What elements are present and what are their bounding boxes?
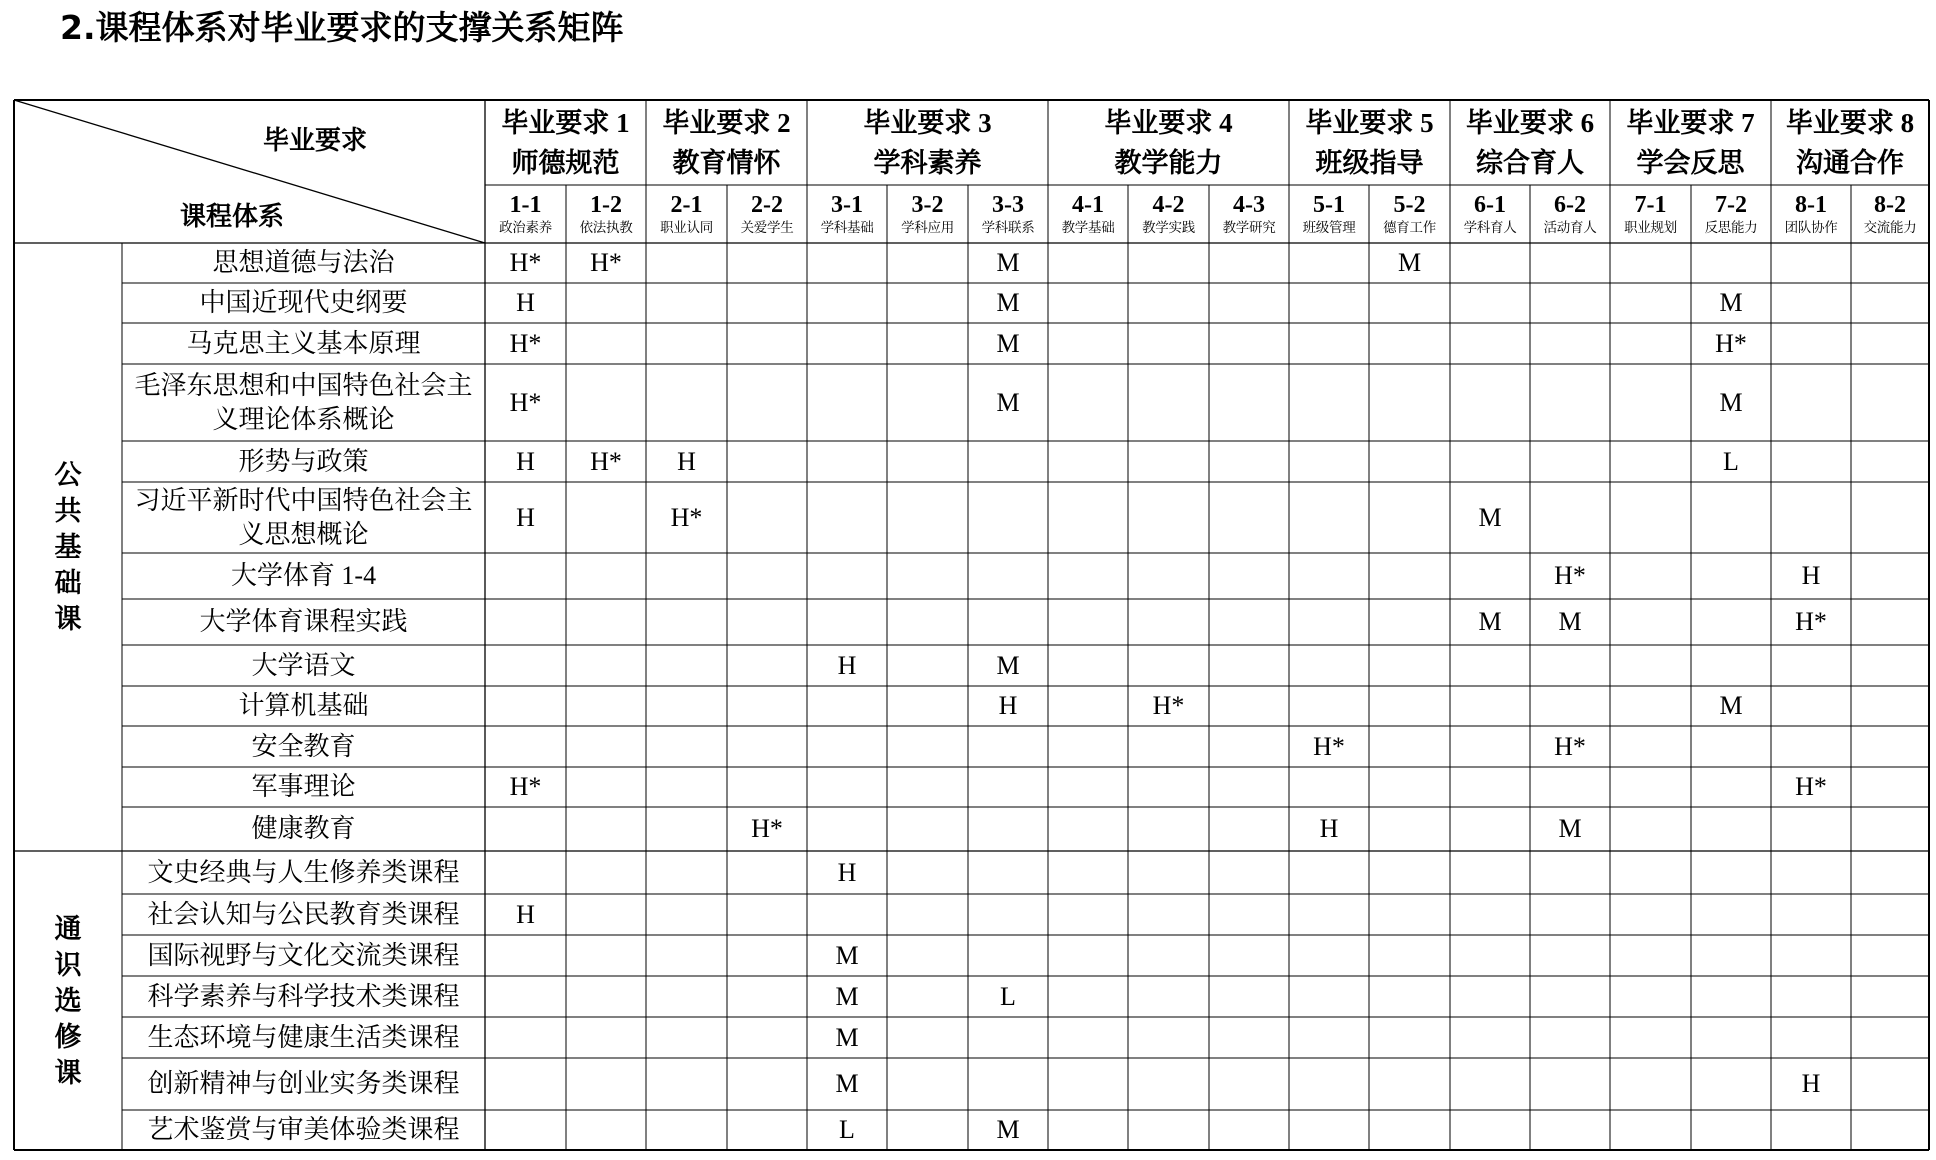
support-level-cell: H: [516, 502, 535, 532]
support-level-cell: H*: [670, 502, 703, 532]
category-label-char: 公: [54, 460, 82, 490]
support-level-cell: M: [1397, 248, 1422, 277]
support-level-cell: M: [835, 940, 859, 970]
requirement-group-label: 毕业要求 3: [863, 107, 992, 138]
course-name: [122, 894, 485, 935]
course-name-line: 文史经典与人生修养类课程: [147, 857, 460, 887]
indicator-code: 3-1: [831, 192, 863, 219]
support-level-cell: M: [1719, 691, 1743, 720]
indicator-name: 学科育人: [1463, 220, 1517, 236]
category-label-char: 课: [54, 604, 82, 634]
requirement-group-label: 毕业要求 4: [1104, 107, 1233, 138]
course-name: [122, 935, 485, 976]
support-level-cell: H: [1801, 1069, 1821, 1098]
requirement-group-label: 毕业要求 1: [501, 107, 630, 138]
indicator-name: 学科联系: [981, 220, 1035, 236]
indicator-header: [1771, 185, 1851, 243]
indicator-name: 职业认同: [660, 220, 713, 236]
course-name: [122, 323, 485, 364]
category-label-char: 基: [54, 532, 82, 562]
course-name: [122, 726, 485, 767]
support-level-cell: H*: [509, 387, 542, 417]
category-label-char: 通: [54, 913, 82, 944]
indicator-code: 6-2: [1554, 192, 1586, 219]
support-level-cell: M: [835, 1069, 859, 1098]
support-level-cell: M: [1478, 607, 1502, 636]
indicator-code: 8-2: [1874, 192, 1906, 219]
indicator-header: [485, 185, 566, 243]
indicator-code: 5-1: [1313, 192, 1345, 219]
course-name: [122, 645, 485, 686]
course-name: [122, 686, 485, 726]
requirement-group-label: 毕业要求 8: [1785, 107, 1915, 138]
indicator-header: [1450, 185, 1530, 243]
category-label: [14, 851, 122, 1150]
requirement-group-title: 综合育人: [1476, 147, 1584, 178]
support-level-cell: H: [677, 446, 696, 476]
category-label-char: 选: [54, 985, 82, 1016]
support-level-cell: H*: [751, 814, 783, 843]
support-level-cell: H: [998, 691, 1018, 720]
indicator-name: 教学研究: [1222, 220, 1276, 236]
course-name-line: 马克思主义基本原理: [186, 328, 421, 358]
indicator-header: [1691, 185, 1771, 243]
support-level-cell: H*: [1795, 772, 1827, 801]
indicator-code: 4-1: [1072, 192, 1104, 219]
support-level-cell: M: [835, 981, 859, 1011]
category-label: [14, 243, 122, 851]
support-level-cell: M: [996, 387, 1020, 417]
course-name-line: 创新精神与创业实务类课程: [147, 1069, 460, 1098]
page-title: 2.课程体系对毕业要求的支撑关系矩阵: [60, 8, 624, 47]
category-label-char: 础: [54, 568, 82, 598]
support-level-cell: H*: [509, 328, 542, 358]
course-name: [122, 364, 485, 441]
indicator-header: [1610, 185, 1691, 243]
course-name-line: 国际视野与文化交流类课程: [147, 940, 460, 970]
course-name-line: 计算机基础: [238, 691, 369, 720]
indicator-name: 职业规划: [1624, 220, 1677, 236]
requirement-group-header: [807, 100, 1048, 185]
course-name: [122, 807, 485, 851]
indicator-name: 反思能力: [1704, 220, 1758, 236]
support-level-cell: H: [516, 288, 535, 317]
requirement-group-label: 毕业要求 5: [1305, 107, 1434, 138]
indicator-code: 3-3: [992, 192, 1024, 219]
requirement-group-label: 毕业要求 2: [662, 107, 791, 138]
indicator-code: 6-1: [1474, 192, 1506, 219]
indicator-name: 学科基础: [820, 220, 874, 236]
support-level-cell: H*: [509, 772, 542, 801]
support-level-cell: H*: [509, 248, 542, 277]
indicator-name: 关爱学生: [740, 220, 794, 236]
support-level-cell: H: [837, 650, 857, 680]
support-level-cell: H*: [1795, 607, 1827, 636]
indicator-name: 德育工作: [1383, 220, 1436, 236]
course-name: [122, 553, 485, 599]
indicator-header: [1530, 185, 1610, 243]
support-level-cell: M: [1558, 607, 1582, 636]
indicator-name: 交流能力: [1863, 220, 1917, 236]
support-level-cell: H*: [590, 248, 622, 277]
support-level-cell: H: [516, 446, 535, 476]
course-name: [122, 482, 485, 553]
indicator-name: 活动育人: [1543, 220, 1597, 236]
support-level-cell: M: [1719, 288, 1743, 317]
course-name-line: 军事理论: [251, 772, 356, 801]
course-name: [122, 243, 485, 283]
course-name-line: 健康教育: [251, 814, 356, 843]
course-name-line: 大学体育 1-4: [230, 561, 377, 590]
indicator-header: [1369, 185, 1450, 243]
indicator-name: 团队协作: [1784, 220, 1838, 236]
indicator-header: [646, 185, 727, 243]
support-level-cell: H: [1801, 561, 1821, 590]
indicator-code: 1-2: [590, 192, 622, 219]
requirement-group-header: [1610, 100, 1771, 185]
indicator-header: [727, 185, 807, 243]
indicator-header: [1048, 185, 1128, 243]
requirement-group-title: 班级指导: [1315, 147, 1424, 178]
course-name-line: 大学体育课程实践: [199, 607, 408, 636]
indicator-name: 政治素养: [499, 220, 552, 236]
category-label-char: 课: [54, 1057, 82, 1088]
support-level-cell: H*: [1152, 691, 1185, 720]
course-name-line: 艺术鉴赏与审美体验类课程: [147, 1115, 460, 1144]
support-level-cell: H*: [1715, 328, 1747, 358]
indicator-header: [1128, 185, 1209, 243]
indicator-header: [566, 185, 646, 243]
indicator-code: 5-2: [1393, 192, 1426, 219]
indicator-name: 教学基础: [1061, 220, 1115, 236]
course-name: [122, 599, 485, 645]
category-label-char: 识: [54, 949, 82, 980]
requirement-group-title: 学会反思: [1636, 147, 1745, 178]
course-name: [122, 976, 485, 1017]
support-level-cell: M: [996, 288, 1020, 317]
support-level-cell: M: [1719, 387, 1743, 417]
support-level-cell: M: [996, 328, 1020, 358]
indicator-code: 4-3: [1233, 192, 1265, 219]
course-name-line: 毛泽东思想和中国特色社会主: [134, 370, 473, 400]
support-level-cell: H*: [1554, 731, 1586, 761]
indicator-code: 1-1: [509, 192, 542, 219]
requirement-group-header: [646, 100, 807, 185]
requirement-group-header: [485, 100, 646, 185]
indicator-name: 学科应用: [901, 220, 954, 236]
course-name: [122, 1058, 485, 1110]
indicator-name: 班级管理: [1302, 220, 1356, 236]
support-level-cell: M: [996, 1115, 1020, 1144]
course-name-line: 中国近现代史纲要: [199, 288, 408, 317]
support-level-cell: H: [516, 899, 535, 929]
support-level-cell: M: [1558, 814, 1582, 843]
requirement-group-title: 师德规范: [511, 147, 620, 178]
indicator-code: 7-2: [1715, 192, 1747, 219]
category-label-char: 共: [54, 496, 82, 526]
requirement-group-title: 学科素养: [873, 147, 982, 178]
indicator-header: [968, 185, 1048, 243]
corner-top-label: 毕业要求: [263, 126, 368, 156]
support-level-cell: H: [1319, 814, 1339, 843]
support-level-cell: L: [1723, 446, 1739, 476]
course-name: [122, 283, 485, 323]
indicator-header: [807, 185, 887, 243]
course-name-line: 形势与政策: [238, 446, 369, 476]
requirement-group-label: 毕业要求 6: [1465, 107, 1595, 138]
course-name: [122, 767, 485, 807]
indicator-header: [1851, 185, 1929, 243]
indicator-header: [1289, 185, 1369, 243]
indicator-code: 8-1: [1795, 192, 1827, 219]
indicator-code: 2-1: [670, 192, 703, 219]
requirement-group-header: [1289, 100, 1450, 185]
support-level-cell: H*: [590, 446, 622, 476]
course-name-line: 大学语文: [251, 650, 356, 680]
course-name-line: 义思想概论: [238, 519, 369, 549]
course-name: [122, 1017, 485, 1058]
course-name-line: 思想道德与法治: [212, 248, 395, 277]
indicator-name: 依法执教: [579, 220, 633, 236]
course-name-line: 义理论体系概论: [212, 404, 395, 434]
requirement-group-title: 教学能力: [1114, 147, 1223, 178]
support-level-cell: M: [835, 1022, 859, 1052]
category-label-char: 修: [54, 1021, 82, 1052]
corner-bottom-label: 课程体系: [180, 202, 285, 232]
course-name-line: 社会认知与公民教育类课程: [147, 899, 460, 929]
course-name: [122, 441, 485, 482]
course-name-line: 科学素养与科学技术类课程: [147, 981, 460, 1011]
course-name: [122, 851, 485, 894]
requirement-group-title: 教育情怀: [672, 147, 781, 178]
support-level-cell: M: [1478, 502, 1502, 532]
support-level-cell: M: [996, 248, 1020, 277]
indicator-header: [887, 185, 968, 243]
indicator-name: 教学实践: [1142, 220, 1195, 236]
requirement-group-header: [1048, 100, 1289, 185]
support-level-cell: L: [1000, 981, 1016, 1011]
indicator-code: 2-2: [751, 192, 783, 219]
support-level-cell: M: [996, 650, 1020, 680]
requirement-group-title: 沟通合作: [1796, 147, 1904, 178]
indicator-code: 4-2: [1152, 192, 1185, 219]
requirement-group-header: [1771, 100, 1929, 185]
requirement-group-header: [1450, 100, 1610, 185]
indicator-header: [1209, 185, 1289, 243]
support-level-cell: L: [839, 1115, 855, 1144]
course-name: [122, 1110, 485, 1150]
indicator-code: 7-1: [1634, 192, 1667, 219]
course-name-line: 习近平新时代中国特色社会主: [134, 485, 473, 515]
support-level-cell: H*: [1313, 731, 1345, 761]
indicator-code: 3-2: [911, 192, 944, 219]
course-name-line: 生态环境与健康生活类课程: [147, 1022, 460, 1052]
support-level-cell: H*: [1554, 561, 1586, 590]
course-name-line: 安全教育: [251, 731, 356, 761]
support-level-cell: H: [837, 857, 857, 887]
requirement-group-label: 毕业要求 7: [1626, 107, 1755, 138]
